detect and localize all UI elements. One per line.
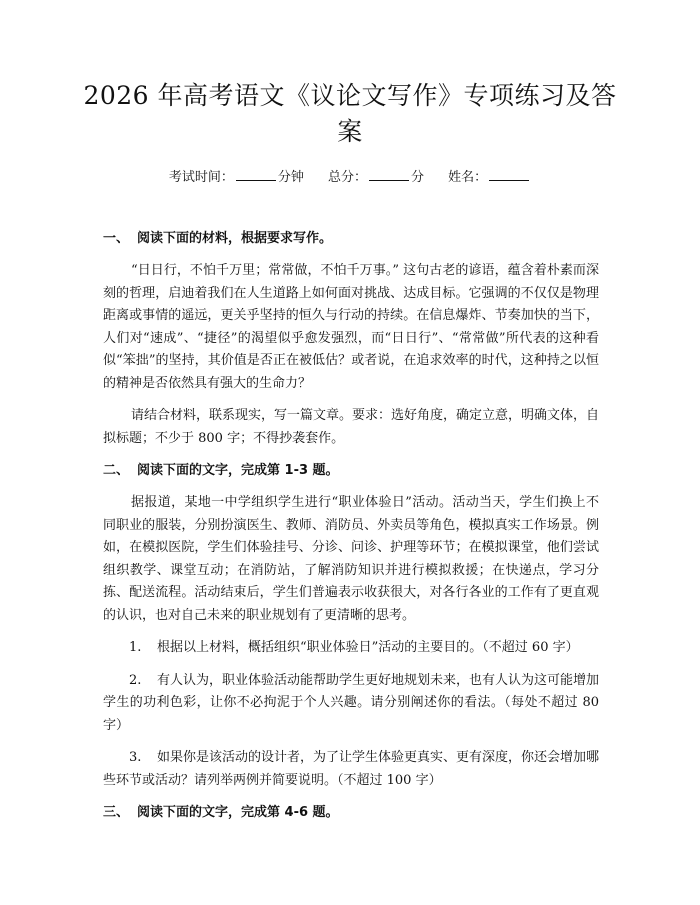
question-number: 1. — [129, 640, 142, 655]
question-text: 有人认为，职业体验活动能帮助学生更好地规划未来，也有人认为这可能增加学生的功利色彩，让你不必拘泥于个人兴趣。请分别阐述你的看法。（每处不超过 80 字） — [103, 672, 600, 733]
exam-time-unit: 分钟 — [277, 170, 304, 185]
section-number: 一、 — [103, 231, 130, 246]
question-item — [103, 637, 599, 660]
section-three — [103, 802, 599, 824]
question-text: 如果你是该活动的设计者，为了让学生体验更真实、更有深度，你还会增加哪些环节或活动？请列举两例并简要说明。（不超过 100 字） — [103, 750, 600, 788]
document-title: 2026 年高考语文《议论文写作》专项练习及答案 — [83, 81, 617, 146]
question-text: 根据以上材料，概括组织“职业体验日”活动的主要目的。（不超过 60 字） — [157, 640, 579, 655]
section-heading — [103, 460, 599, 482]
section-heading-text: 阅读下面的文字，完成第 1-3 题。 — [137, 463, 339, 478]
exam-score-field — [328, 168, 424, 188]
question-item — [103, 670, 599, 738]
question-number: 2. — [129, 672, 142, 688]
section-number: 三、 — [103, 805, 130, 820]
document-body — [103, 228, 599, 834]
exam-name-blank — [489, 168, 529, 181]
section-heading-text: 阅读下面的材料，根据要求写作。 — [137, 231, 333, 246]
exam-score-blank — [369, 168, 409, 181]
section-number: 二、 — [103, 463, 130, 478]
section-heading-text: 阅读下面的文字，完成第 4-6 题。 — [137, 805, 339, 820]
exam-info-line — [0, 168, 700, 188]
writing-requirement-paragraph: 请结合材料，联系现实，写一篇文章。要求：选好角度，确定立意，明确文体，自拟标题；不少于 800 字；不得抄袭套作。 — [103, 408, 600, 446]
question-item — [103, 747, 599, 792]
exam-name-field — [448, 168, 531, 188]
exam-time-label: 考试时间： — [168, 170, 234, 185]
exam-score-unit: 分 — [411, 170, 425, 185]
section-two — [103, 460, 599, 792]
section-heading — [103, 802, 599, 824]
exam-score-label: 总分： — [327, 170, 367, 185]
reading-passage-paragraph: 据报道，某地一中学组织学生进行“职业体验日”活动。活动当天，学生们换上不同职业的服装，分别扮演医生、教师、消防员、外卖员等角色，模拟真实工作场景。例如，在模拟医院，学生们体验挂号、分诊、问诊、护理等环节；在模拟课堂，他们尝试组织教学、课堂互动；在消防站，了解消防知识并进行模拟救援；在快递点，学习分拣、配送流程。活动结束后，学生们普遍表示收获很大，对各行各业的工作有了更直观的认识，也对自己未来的职业规划有了更清晰的思考。 — [103, 495, 599, 623]
section-one — [103, 228, 599, 450]
exam-name-label: 姓名： — [448, 170, 488, 185]
section-heading — [103, 228, 599, 250]
question-number: 3. — [129, 750, 142, 765]
material-paragraph: “日日行，不怕千万里；常常做，不怕千万事。” 这句古老的谚语，蕴含着朴素而深刻的哲理，启迪着我们在人生道路上如何面对挑战、达成目标。它强调的不仅仅是物理距离或事情的遥远，更关乎坚持的恒久与行动的持续。在信息爆炸、节奏加快的当下，人们对“速成”、“捷径”的渴望似乎愈发强烈，而“日日行”、“常常做”所代表的这种看似“笨拙”的坚持，其价值是否正在被低估？或者说，在追求效率的时代，这种持之以恒的精神是否依然具有强大的生命力？ — [103, 263, 599, 391]
exam-time-blank — [236, 168, 276, 181]
exam-time-field — [169, 168, 304, 188]
